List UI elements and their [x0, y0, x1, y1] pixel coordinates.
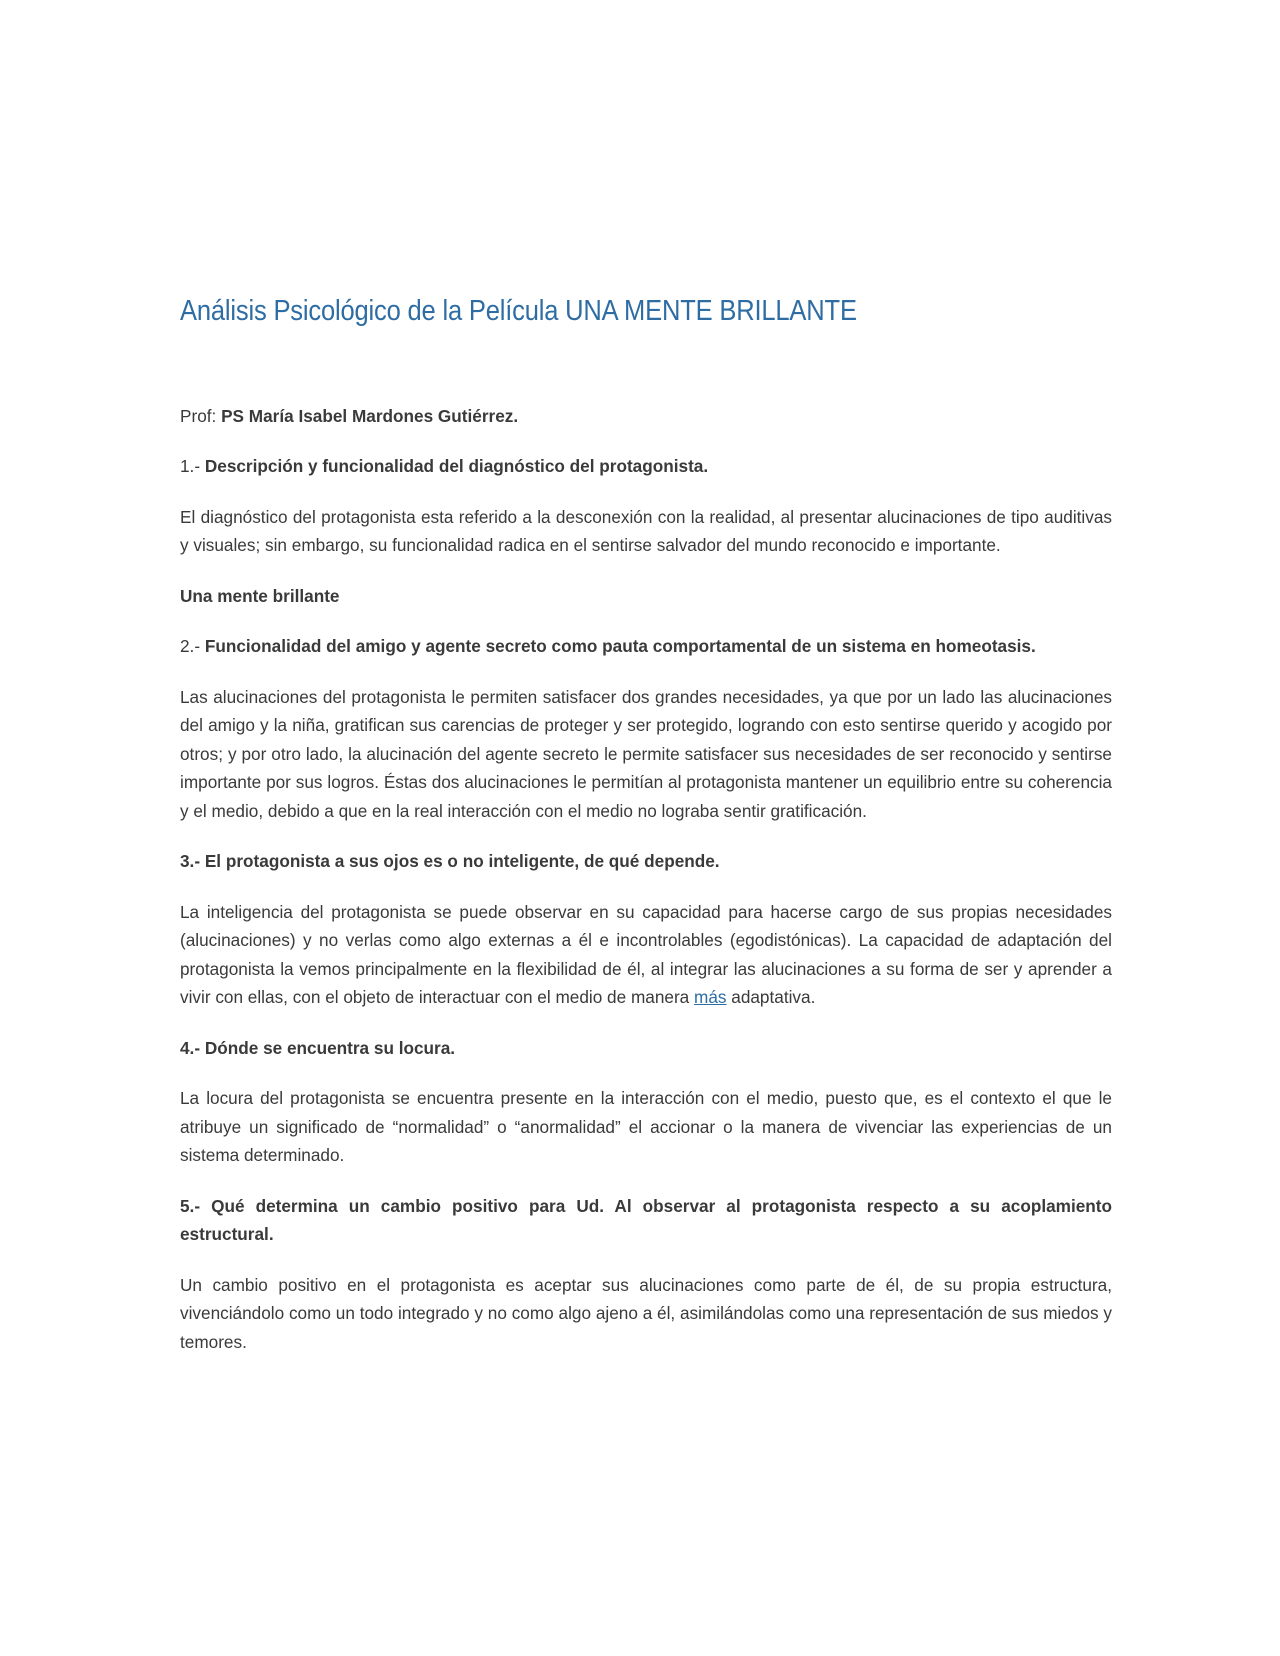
- page-title: Análisis Psicológico de la Película UNA MENTE BRILLANTE: [180, 295, 857, 327]
- answer-3: [180, 898, 1112, 1012]
- question-1: [180, 452, 1112, 481]
- question-4: 4.- Dónde se encuentra su locura.: [180, 1037, 456, 1058]
- question-2: [180, 632, 1112, 661]
- answer-5: Un cambio positivo en el protagonista es aceptar sus alucinaciones como parte de él, de su propia estructura, vivenciándolo como un todo integrado y no como algo ajeno a él, asimilándolas como una representación de sus miedos y temores.: [180, 1274, 1112, 1352]
- professor-label: Prof:: [180, 405, 222, 426]
- answer-4: La locura del protagonista se encuentra presente en la interacción con el medio, puesto que, es el contexto el que le atribuye un significado de “normalidad” o “anormalidad” el accionar o la manera de vivenciar las experiencias de un sistema determinado.: [180, 1088, 1112, 1166]
- question-1-text: Descripción y funcionalidad del diagnóstico del protagonista.: [204, 456, 709, 477]
- question-2-number: 2.-: [180, 636, 205, 657]
- document-page: [180, 296, 1112, 1356]
- subheading: Una mente brillante: [180, 585, 340, 606]
- answer-3-tail: adaptativa.: [726, 987, 816, 1008]
- answer-3-text: La inteligencia del protagonista se puede observar en su capacidad para hacerse cargo de sus propias necesidades (alucinaciones) y no verlas como algo externas a él e incontrolables (egodistónicas). La capacidad de adaptación del protagonista la vemos principalmente en la flexibilidad de él, al integrar las alucinaciones a su forma de ser y aprender a vivir con ellas, con el objeto de interactuar con el medio de manera: [180, 901, 1112, 1008]
- question-5: 5.- Qué determina un cambio positivo para Ud. Al observar al protagonista respecto a su acoplamiento estructural.: [180, 1195, 1112, 1245]
- question-3: 3.- El protagonista a sus ojos es o no inteligente, de qué depende.: [180, 851, 720, 872]
- answer-1: El diagnóstico del protagonista esta referido a la desconexión con la realidad, al presentar alucinaciones de tipo auditivas y visuales; sin embargo, su funcionalidad radica en el sentirse salvador del mundo reconocido e importante.: [180, 506, 1112, 556]
- professor-name: PS María Isabel Mardones Gutiérrez.: [221, 405, 519, 426]
- mas-link[interactable]: más: [694, 987, 727, 1008]
- professor-line: [180, 402, 1112, 431]
- answer-2: Las alucinaciones del protagonista le permiten satisfacer dos grandes necesidades, ya que por un lado las alucinaciones del amigo y la niña, gratifican sus carencias de proteger y ser protegido, logrando con esto sentirse querido y acogido por otros; y por otro lado, la alucinación del agente secreto le permite satisfacer sus necesidades de ser reconocido y sentirse importante por sus logros. Éstas dos alucinaciones le permitían al protagonista mantener un equilibrio entre su coherencia y el medio, debido a que en la real interacción con el medio no lograba sentir gratificación.: [180, 686, 1112, 821]
- question-1-number: 1.-: [180, 456, 205, 477]
- question-2-text: Funcionalidad del amigo y agente secreto como pauta comportamental de un sistema en homeotasis.: [204, 636, 1036, 657]
